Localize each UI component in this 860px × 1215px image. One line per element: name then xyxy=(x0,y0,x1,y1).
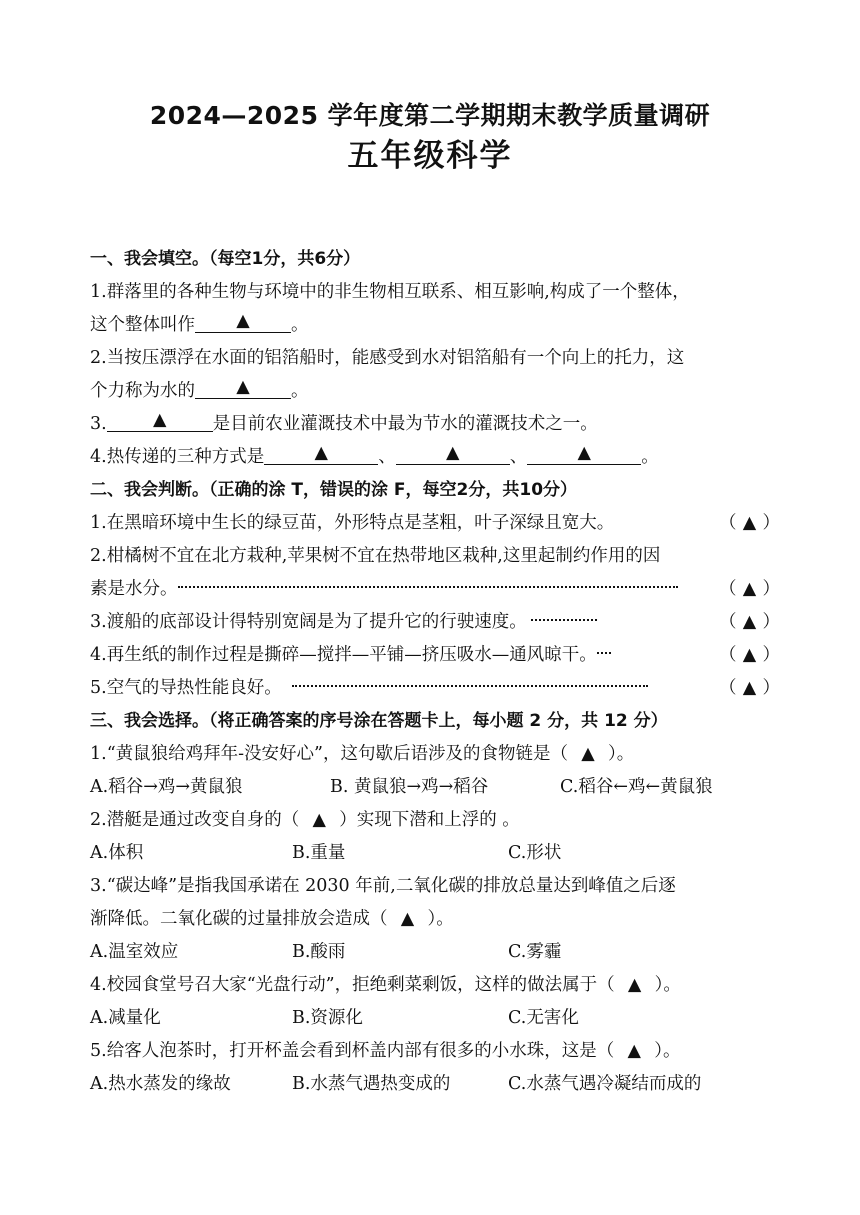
s3-q2-text: 2.潜艇是通过改变自身的（ xyxy=(90,810,300,830)
option-c: C.雾霾 xyxy=(508,942,562,962)
s2-q4 xyxy=(90,639,780,672)
s3-q4-stem xyxy=(90,969,780,1002)
answer-paren xyxy=(719,672,780,705)
answer-marker: ▲ xyxy=(742,612,757,632)
option-a: A.热水蒸发的缘故 xyxy=(90,1074,231,1094)
answer-blank: ▲ xyxy=(527,442,641,465)
right-paren: ） xyxy=(762,678,780,698)
s3-q3-stem xyxy=(90,903,780,936)
answer-paren xyxy=(719,639,780,672)
s1-q2-line2 xyxy=(90,375,780,408)
s3-q5-options xyxy=(90,1068,780,1101)
s3-q2-stem xyxy=(90,804,780,837)
exam-body xyxy=(90,243,780,1101)
exam-subject-title: 五年级科学 xyxy=(347,138,513,174)
answer-marker: ▲ xyxy=(742,678,757,698)
dot-leader xyxy=(292,685,648,687)
option-b: B.水蒸气遇热变成的 xyxy=(292,1074,451,1094)
answer-marker: ▲ xyxy=(742,645,757,665)
option-b: B. 黄鼠狼→鸡→稻谷 xyxy=(330,777,489,797)
left-paren: （ xyxy=(719,645,737,665)
s2-q2-line2 xyxy=(90,573,780,606)
answer-blank: ▲ xyxy=(264,442,378,465)
option-a: A.体积 xyxy=(90,843,144,863)
s3-q2-end: ）实现下潜和上浮的 。 xyxy=(339,810,520,830)
option-b: B.重量 xyxy=(292,843,346,863)
dot-leader xyxy=(597,652,611,654)
answer-blank: ▲ xyxy=(195,310,291,333)
answer-marker: ▲ xyxy=(400,909,415,929)
s2-q5-text: 5.空气的导热性能良好。 xyxy=(90,678,282,698)
left-paren: （ xyxy=(719,513,737,533)
answer-blank: ▲ xyxy=(396,442,510,465)
s1-q4 xyxy=(90,441,780,474)
s2-q1 xyxy=(90,507,780,540)
s3-q5-end: ）。 xyxy=(654,1041,681,1061)
s1-q1-line1: 1.群落里的各种生物与环境中的非生物相互联系、相互影响,构成了一个整体， xyxy=(90,282,690,302)
s1-q3-text: 是目前农业灌溉技术中最为节水的灌溉技术之一。 xyxy=(212,414,598,434)
period: 。 xyxy=(291,381,309,401)
option-c: C.水蒸气遇冷凝结而成的 xyxy=(508,1074,702,1094)
s3-q3-text: 渐降低。二氧化碳的过量排放会造成（ xyxy=(90,909,388,929)
separator: 、 xyxy=(378,447,396,467)
s1-q3-number: 3. xyxy=(90,414,107,434)
s3-q2-options xyxy=(90,837,780,870)
s3-q5-stem xyxy=(90,1035,780,1068)
s3-q4-options xyxy=(90,1002,780,1035)
s3-q3-options xyxy=(90,936,780,969)
option-b: B.资源化 xyxy=(292,1008,363,1028)
s3-q5-text: 5.给客人泡茶时，打开杯盖会看到杯盖内部有很多的小水珠，这是（ xyxy=(90,1041,615,1061)
right-paren: ） xyxy=(762,513,780,533)
answer-marker: ▲ xyxy=(742,579,757,599)
section-1-heading: 一、我会填空。（每空1分，共6分） xyxy=(90,249,361,269)
s1-q1-line2 xyxy=(90,309,780,342)
s3-q4-text: 4.校园食堂号召大家“光盘行动”，拒绝剩菜剩饭，这样的做法属于（ xyxy=(90,975,615,995)
answer-blank: ▲ xyxy=(195,376,291,399)
dot-leader xyxy=(531,619,597,621)
exam-title: 2024—2025 学年度第二学期期末教学质量调研 xyxy=(149,101,711,130)
answer-marker: ▲ xyxy=(312,810,326,830)
left-paren: （ xyxy=(719,612,737,632)
s2-q3 xyxy=(90,606,780,639)
period: 。 xyxy=(291,315,309,335)
period: 。 xyxy=(641,447,659,467)
option-b: B.酸雨 xyxy=(292,942,346,962)
s1-q1-text: 这个整体叫作 xyxy=(90,315,195,335)
s2-q3-text: 3.渡船的底部设计得特别宽阔是为了提升它的行驶速度。 xyxy=(90,612,527,632)
answer-marker: ▲ xyxy=(742,513,757,533)
s2-q1-text: 1.在黑暗环境中生长的绿豆苗，外形特点是茎粗，叶子深绿且宽大。 xyxy=(90,513,615,533)
s1-q2-line1: 2.当按压漂浮在水面的铝箔船时，能感受到水对铝箔船有一个向上的托力，这 xyxy=(90,348,685,368)
option-c: C.稻谷←鸡←黄鼠狼 xyxy=(560,777,713,797)
answer-paren xyxy=(719,606,780,639)
section-3-heading: 三、我会选择。（将正确答案的序号涂在答题卡上，每小题 2 分，共 12 分） xyxy=(90,711,668,731)
right-paren: ） xyxy=(762,612,780,632)
s1-q3 xyxy=(90,408,780,441)
option-c: C.形状 xyxy=(508,843,562,863)
answer-marker: ▲ xyxy=(627,975,642,995)
s2-q5 xyxy=(90,672,780,705)
option-a: A.温室效应 xyxy=(90,942,179,962)
s1-q4-text: 4.热传递的三种方式是 xyxy=(90,447,265,467)
s2-q2-text: 素是水分。 xyxy=(90,579,178,599)
s3-q1-text: 1.“黄鼠狼给鸡拜年-没安好心”，这句歇后语涉及的食物链是（ xyxy=(90,744,569,764)
section-2-heading: 二、我会判断。（正确的涂 T，错误的涂 F，每空2分，共10分） xyxy=(90,480,578,500)
answer-marker: ▲ xyxy=(627,1041,641,1061)
option-c: C.无害化 xyxy=(508,1008,579,1028)
separator: 、 xyxy=(509,447,528,467)
s3-q1-stem xyxy=(90,738,780,771)
s2-q2-line1: 2.柑橘树不宜在北方栽种,苹果树不宜在热带地区栽种,这里起制约作用的因 xyxy=(90,546,661,566)
s3-q3-end: ）。 xyxy=(427,909,454,929)
s3-q3-line1: 3.“碳达峰”是指我国承诺在 2030 年前,二氧化碳的排放总量达到峰值之后逐 xyxy=(90,876,676,896)
left-paren: （ xyxy=(719,579,737,599)
answer-paren xyxy=(719,573,780,606)
answer-blank: ▲ xyxy=(107,409,213,432)
option-a: A.减量化 xyxy=(90,1008,161,1028)
right-paren: ） xyxy=(762,579,780,599)
s3-q1-end: ）。 xyxy=(608,744,635,764)
s3-q1-options xyxy=(90,771,780,804)
s2-q4-text: 4.再生纸的制作过程是撕碎—搅拌—平铺—挤压吸水—通风晾干。 xyxy=(90,645,597,665)
option-a: A.稻谷→鸡→黄鼠狼 xyxy=(90,777,243,797)
s3-q4-end: ）。 xyxy=(654,975,681,995)
answer-marker: ▲ xyxy=(581,744,595,764)
answer-paren xyxy=(719,507,780,540)
right-paren: ） xyxy=(762,645,780,665)
left-paren: （ xyxy=(719,678,737,698)
dot-leader xyxy=(178,586,678,588)
s1-q2-text: 个力称为水的 xyxy=(90,381,195,401)
